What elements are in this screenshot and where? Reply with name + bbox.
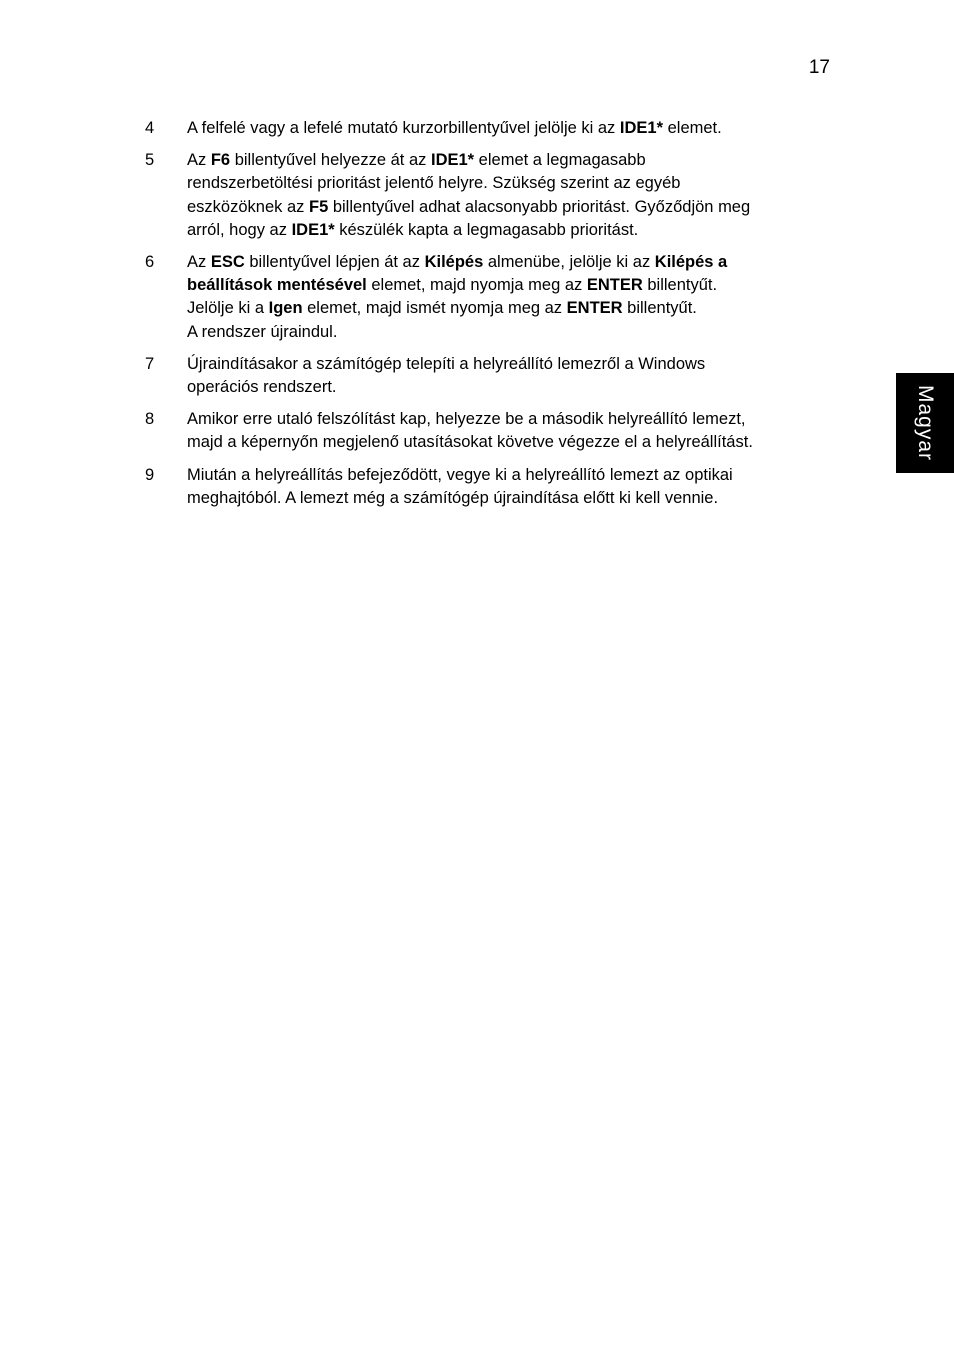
step-text-bold: ENTER	[586, 276, 643, 295]
step-item	[0, 464, 900, 510]
page-number: 17	[808, 57, 830, 78]
step-text-segment: billentyűt.	[622, 299, 697, 318]
language-side-tab-label: Magyar	[914, 384, 937, 462]
instruction-steps	[0, 117, 900, 519]
step-text-segment: Az	[187, 253, 211, 272]
step-text	[187, 408, 827, 454]
step-text-segment: Miután a helyreállítás befejeződött, vegye ki a helyreállító lemezt az optikai	[187, 465, 733, 484]
step-text-bold: ENTER	[566, 299, 623, 318]
step-text-segment: készülék kapta a legmagasabb prioritást.	[334, 220, 639, 239]
step-number: 6	[145, 253, 155, 272]
step-number: 4	[145, 119, 155, 137]
step-text-segment: Újraindításakor a számítógép telepíti a helyreállító lemezről a Windows	[187, 354, 706, 373]
step-text-segment: meghajtóból. A lemezt még a számítógép újraindítása előtt ki kell vennie.	[187, 488, 719, 507]
step-text-bold: Kilépés	[424, 253, 484, 272]
step-text-segment: Jelölje ki a	[187, 299, 269, 318]
step-item	[0, 251, 900, 344]
step-text-segment: elemet, majd ismét nyomja meg az	[302, 299, 567, 318]
step-item	[0, 408, 900, 454]
step-text-segment: majd a képernyőn megjelenő utasításokat követve végezze el a helyreállítást.	[187, 433, 753, 452]
step-text-segment: A rendszer újraindul.	[187, 322, 338, 341]
step-text-bold: F6	[210, 151, 231, 170]
step-text-segment: operációs rendszert.	[187, 378, 337, 397]
step-item	[0, 149, 900, 242]
step-text	[187, 149, 827, 242]
language-side-tab	[896, 373, 954, 473]
step-number: 8	[145, 410, 155, 429]
step-text-segment: billentyűt.	[642, 276, 718, 295]
step-text-bold: ESC	[210, 253, 245, 272]
step-text-segment: billentyűvel helyezze át az	[230, 151, 431, 170]
step-text-segment: Az	[187, 151, 211, 170]
step-text-bold: IDE1*	[430, 151, 475, 170]
step-text-bold: Kilépés a	[654, 253, 728, 272]
step-number: 5	[145, 151, 155, 170]
step-text-segment: A felfelé vagy a lefelé mutató kurzorbillentyűvel jelölje ki az	[187, 119, 620, 137]
step-number: 7	[145, 354, 155, 373]
step-text-segment: elemet a legmagasabb	[474, 151, 646, 170]
step-text-segment: arról, hogy az	[187, 220, 292, 239]
step-text	[187, 251, 827, 344]
step-text-segment: billentyűvel lépjen át az	[244, 253, 425, 272]
step-text-segment: Amikor erre utaló felszólítást kap, helyezze be a második helyreállító lemezt,	[187, 410, 746, 429]
step-item	[0, 117, 900, 140]
step-text-bold: F5	[308, 197, 329, 216]
step-text	[187, 117, 827, 140]
step-number: 9	[145, 465, 155, 484]
step-text	[187, 353, 827, 399]
step-text	[187, 464, 827, 510]
step-text-bold: IDE1*	[619, 119, 664, 137]
step-item	[0, 353, 900, 399]
step-text-segment: rendszerbetöltési prioritást jelentő helyre. Szükség szerint az egyéb	[187, 174, 681, 193]
step-text-segment: elemet, majd nyomja meg az	[366, 276, 587, 295]
step-text-segment: almenübe, jelölje ki az	[483, 253, 655, 272]
step-text-bold: IDE1*	[291, 220, 335, 239]
step-text-segment: billentyűvel adhat alacsonyabb prioritást. Győződjön meg	[328, 197, 751, 216]
step-text-bold: beállítások mentésével	[187, 276, 367, 295]
step-text-segment: elemet.	[663, 119, 722, 137]
step-text-bold: Igen	[268, 299, 303, 318]
step-text-segment: eszközöknek az	[187, 197, 309, 216]
